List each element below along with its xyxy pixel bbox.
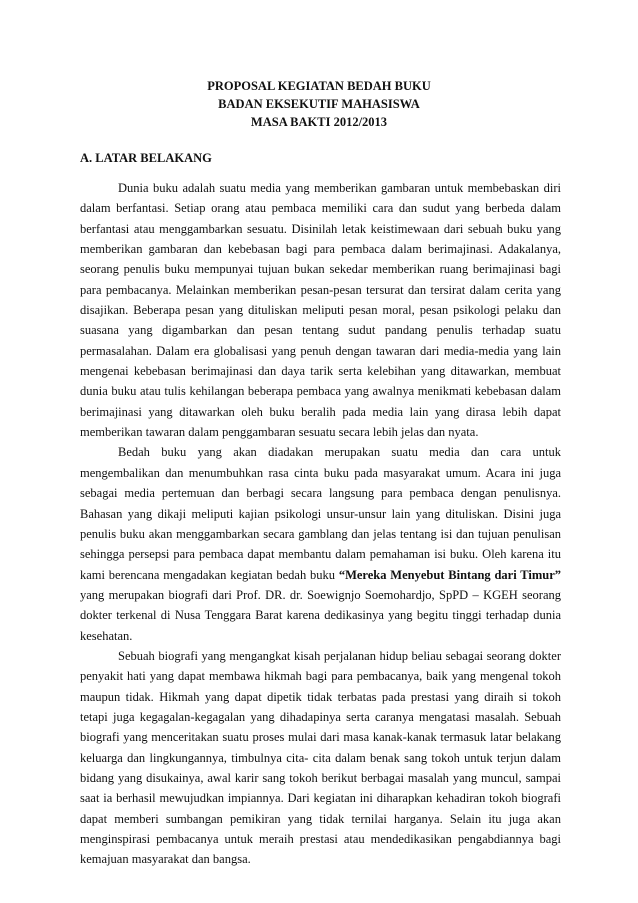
book-title: “Mereka Menyebut Bintang dari Timur” xyxy=(338,567,561,582)
paragraph-3: Sebuah biografi yang mengangkat kisah perjalanan hidup beliau sebagai seorang dokter penyakit hati yang dapat membawa hikmah bagi para pembacanya, baik yang mengenal tokoh maupun tidak. Hikmah yang dapat dipetik tidak terbatas pada prestasi yang diraih si tokoh tetapi juga kegagalan-kegagalan yang dihadapinya serta caranya mengatasi masalah. Sebuah biografi yang menceritakan suatu proses mulai dari masa kanak-kanak termasuk latar belakang keluarga dan lingkungannya, timbulnya cita- cita dalam benak sang tokoh untuk terjun dalam bidang yang disukainya, awal karir sang tokoh berikut berbagai masalah yang muncul, sampai saat ia berhasil mewujudkan impiannya. Dari kegiatan ini diharapkan kehadiran tokoh biografi dapat memberi sumbangan pemikiran yang tidak ternilai harganya. Selain itu juga akan menginspirasi pembacanya untuk meraih prestasi atau mendedikasikan pengabdiannya bagi kemajuan masyarakat dan bangsa. xyxy=(80,648,561,867)
body-text xyxy=(80,178,561,870)
title-line-3: MASA BAKTI 2012/2013 xyxy=(250,115,388,129)
paragraph-2-before: Bedah buku yang akan diadakan merupakan suatu media dan cara untuk mengembalikan dan menumbuhkan rasa cinta buku pada masyarakat umum. Acara ini juga sebagai media pertemuan dan berbagi secara langsung para pembaca dengan penulisnya. Bahasan yang dikaji meliputi kajian psikologi unsur-unsur lain yang dituliskan. Disini juga penulis buku akan menggambarkan secara gamblang dan jelas tentang isi dan tujuan penulisan sehingga persepsi para pembaca dapat membantu dalam pemahaman isi buku. Oleh karena itu kami berencana mengadakan kegiatan bedah buku xyxy=(80,445,561,582)
title-line-1: PROPOSAL KEGIATAN BEDAH BUKU xyxy=(207,79,431,93)
proposal-title xyxy=(0,77,638,131)
paragraph-1: Dunia buku adalah suatu media yang memberikan gambaran untuk membebaskan diri dalam berfantasi. Setiap orang atau pembaca memiliki cara dan sudut yang berbeda dalam berfantasi atau menggambarkan sesuatu. Disinilah letak keistimewaan dari sebuah buku yang memberikan gambaran dan kebebasan bagi para pembaca dalam berimajinasi. Adakalanya, seorang penulis buku mempunyai tujuan bukan sekedar memberikan ruang berimajinasi bagi para pembacanya. Melainkan memberikan pesan-pesan tersurat dan tersirat dalam cerita yang disajikan. Beberapa pesan yang dituliskan meliputi pesan moral, pesan psikologi pelaku dan suasana yang digambarkan dan pesan tentang sudut pandang penulis terhadap suatu permasalahan. Dalam era globalisasi yang penuh dengan tawaran dari media-media yang lain mengenai kebebasan berimajinasi dan daya tarik serta kelebihan yang ditawarkan, membuat dunia buku atau tulis kehilangan beberapa pembaca yang awalnya menikmati kebebasan dalam berimajinasi yang ditawarkan oleh buku beralih pada media lain yang dirasa lebih dapat memberikan tawaran dalam penggambaran sesuatu secara lebih jelas dan nyata. xyxy=(80,181,561,440)
title-line-2: BADAN EKSEKUTIF MAHASISWA xyxy=(218,97,420,111)
paragraph-2 xyxy=(80,442,561,645)
section-heading: A. LATAR BELAKANG xyxy=(80,151,212,165)
paragraph-2-after: yang merupakan biografi dari Prof. DR. dr. Soewignjo Soemohardjo, SpPD – KGEH seorang dokter terkenal di Nusa Tenggara Barat karena dedikasinya yang begitu tinggi terhadap dunia kesehatan. xyxy=(80,587,561,643)
